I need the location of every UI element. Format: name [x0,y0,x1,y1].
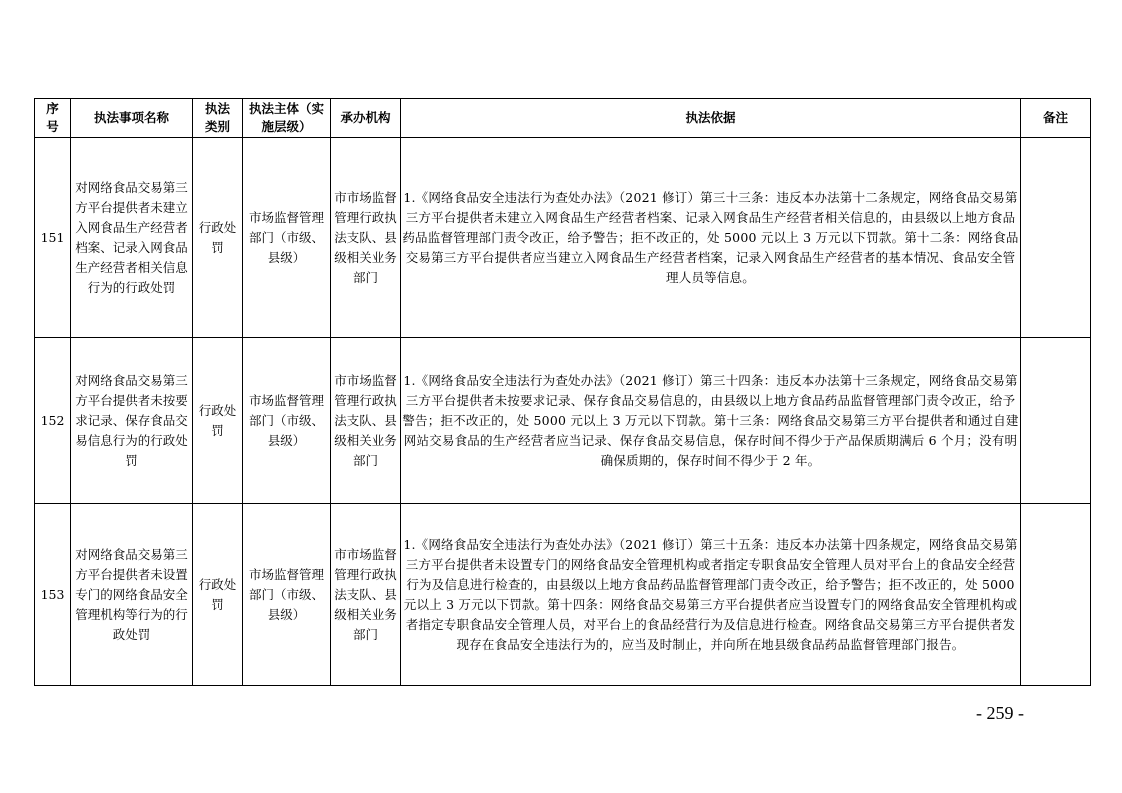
row-category: 行政处罚 [193,504,243,686]
row-organ: 市市场监督管理行政执法支队、县级相关业务部门 [331,138,401,338]
header-subject: 执法主体（实施层级） [243,99,331,138]
header-category: 执法类别 [193,99,243,138]
row-subject: 市场监督管理部门（市级、县级） [243,338,331,504]
table-row [35,504,1091,686]
row-seq: 153 [35,504,71,686]
row-remark [1021,338,1091,504]
row-subject: 市场监督管理部门（市级、县级） [243,504,331,686]
table-row [35,138,1091,338]
page-number: - 259 - [976,703,1024,723]
row-remark [1021,504,1091,686]
header-seq: 序号 [35,99,71,138]
row-seq: 152 [35,338,71,504]
row-remark [1021,138,1091,338]
row-organ: 市市场监督管理行政执法支队、县级相关业务部门 [331,504,401,686]
header-remark: 备注 [1021,99,1091,138]
table-header-row [35,99,1091,138]
row-category: 行政处罚 [193,338,243,504]
header-basis: 执法依据 [401,99,1021,138]
row-basis: 1.《网络食品安全违法行为查处办法》（2021 修订）第三十三条：违反本办法第十二条规定，网络食品交易第三方平台提供者未建立入网食品生产经营者档案、记录入网食品生产经营者相关信息的，由县级以上地方食品药品监督管理部门责令改正，给予警告；拒不改正的，处 5000 元以上 3 万元以下罚款。第十二条：网络食品交易第三方平台提供者应当建立入网食品生产经营者档案，记录入网食品生产经营者的基本情况、食品安全管理人员等信息。 [401,138,1021,338]
row-seq: 151 [35,138,71,338]
header-name: 执法事项名称 [71,99,193,138]
row-item-name: 对网络食品交易第三方平台提供者未设置专门的网络食品安全管理机构等行为的行政处罚 [71,504,193,686]
enforcement-items-table [34,98,1091,686]
row-category: 行政处罚 [193,138,243,338]
row-basis: 1.《网络食品安全违法行为查处办法》（2021 修订）第三十四条：违反本办法第十三条规定，网络食品交易第三方平台提供者未按要求记录、保存食品交易信息的，由县级以上地方食品药品监督管理部门责令改正，给予警告；拒不改正的，处 5000 元以上 3 万元以下罚款。第十三条：网络食品交易第三方平台提供者和通过自建网站交易食品的生产经营者应当记录、保存食品交易信息，保存时间不得少于产品保质期满后 6 个月；没有明确保质期的，保存时间不得少于 2 年。 [401,338,1021,504]
row-item-name: 对网络食品交易第三方平台提供者未建立入网食品生产经营者档案、记录入网食品生产经营者相关信息行为的行政处罚 [71,138,193,338]
row-basis: 1.《网络食品安全违法行为查处办法》（2021 修订）第三十五条：违反本办法第十四条规定，网络食品交易第三方平台提供者未设置专门的网络食品安全管理机构或者指定专职食品安全管理人员对平台上的食品安全经营行为及信息进行检查的，由县级以上地方食品药品监督管理部门责令改正，给予警告；拒不改正的，处 5000 元以上 3 万元以下罚款。第十四条：网络食品交易第三方平台提供者应当设置专门的网络食品安全管理机构或者指定专职食品安全管理人员，对平台上的食品经营行为及信息进行检查。网络食品交易第三方平台提供者发现存在食品安全违法行为的，应当及时制止，并向所在地县级食品药品监督管理部门报告。 [401,504,1021,686]
header-organ: 承办机构 [331,99,401,138]
row-organ: 市市场监督管理行政执法支队、县级相关业务部门 [331,338,401,504]
table-row [35,338,1091,504]
row-subject: 市场监督管理部门（市级、县级） [243,138,331,338]
row-item-name: 对网络食品交易第三方平台提供者未按要求记录、保存食品交易信息行为的行政处罚 [71,338,193,504]
